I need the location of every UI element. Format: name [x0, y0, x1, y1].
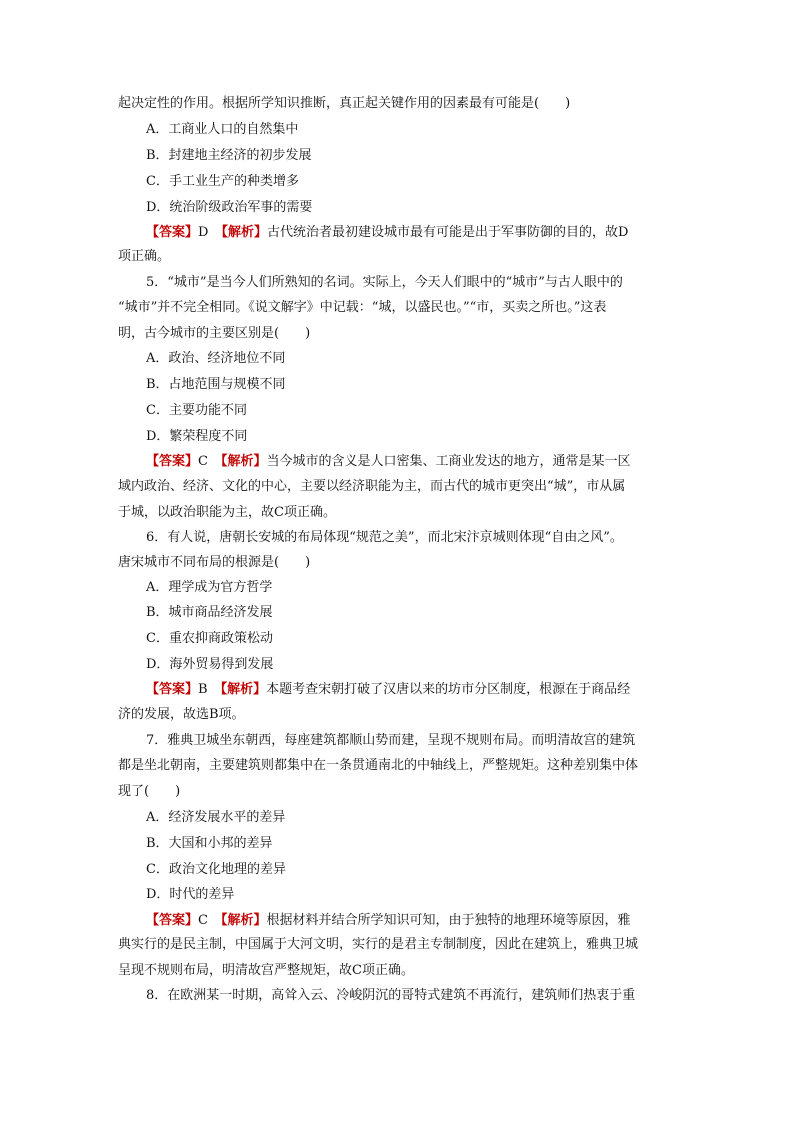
q5-analysis-2: 域内政治、经济、文化的中心，主要以经济职能为主，而古代的城市更突出“城”，市从属: [118, 479, 626, 494]
analysis-label: 【解析】: [220, 454, 267, 469]
q7-analysis-3: 呈现不规则布局，明清故宫严整规矩，故C项正确。: [118, 963, 414, 978]
q7-option-d: D．时代的差异: [146, 887, 235, 902]
q6-stem-2: 唐宋城市不同布局的根源是( ): [118, 555, 311, 570]
q6-answer-line: [146, 680, 706, 700]
q4-analysis-1: 古代统治者最初建设城市最有可能是出于军事防御的目的，故D: [266, 225, 629, 240]
q5-answer-line: [146, 452, 706, 472]
q5-stem-1: 5．“城市”是当今人们所熟知的名词。实际上，今天人们眼中的“城市”与古人眼中的: [146, 275, 623, 290]
q4-option-b: B．封建地主经济的初步发展: [146, 148, 312, 163]
q5-option-d: D．繁荣程度不同: [146, 429, 248, 444]
q7-analysis-1: 根据材料并结合所学知识可知，由于独特的地理环境等原因，雅: [266, 913, 631, 928]
q6-analysis-2: 济的发展，故选B项。: [118, 707, 245, 722]
q4-option-a: A．工商业人口的自然集中: [146, 122, 299, 137]
q5-option-a: A．政治、经济地位不同: [146, 351, 286, 366]
q7-answer-line: [146, 911, 706, 931]
q6-answer: B: [198, 682, 208, 697]
q6-option-c: C．重农抑商政策松动: [146, 631, 273, 646]
q8-stem-1: 8．在欧洲某一时期，高耸入云、冷峻阴沉的哥特式建筑不再流行，建筑师们热衷于重: [146, 988, 636, 1003]
q4-answer: D: [198, 225, 209, 240]
q5-stem-2: “城市”并不完全相同。《说文解字》中记载：“城，以盛民也。”“市，买卖之所也。”这表: [118, 300, 607, 315]
answer-label: 【答案】: [146, 682, 199, 697]
q4-option-d: D．统治阶级政治军事的需要: [146, 200, 313, 215]
q7-option-b: B．大国和小邦的差异: [146, 836, 273, 851]
q4-stem: 起决定性的作用。根据所学知识推断，真正起关键作用的因素最有可能是( ): [118, 96, 571, 111]
q5-analysis-3: 于城，以政治职能为主，故C项正确。: [118, 505, 336, 520]
analysis-label: 【解析】: [220, 682, 267, 697]
q6-option-b: B．城市商品经济发展: [146, 605, 273, 620]
q7-option-c: C．政治文化地理的差异: [146, 862, 286, 877]
answer-label: 【答案】: [146, 225, 199, 240]
q7-stem-3: 现了( ): [118, 784, 181, 799]
answer-label: 【答案】: [146, 454, 199, 469]
q5-analysis-1: 当今城市的含义是人口密集、工商业发达的地方，通常是某一区: [266, 454, 631, 469]
q7-stem-2: 都是坐北朝南，主要建筑则都集中在一条贯通南北的中轴线上，严整规矩。这种差别集中体: [118, 758, 639, 773]
answer-label: 【答案】: [146, 913, 199, 928]
q5-stem-3: 明，古今城市的主要区别是( ): [118, 326, 311, 341]
q6-stem-1: 6．有人说，唐朝长安城的布局体现“规范之美”，而北宋汴京城则体现“自由之风”。: [146, 530, 623, 545]
q5-option-b: B．占地范围与规模不同: [146, 377, 286, 392]
q6-option-d: D．海外贸易得到发展: [146, 657, 274, 672]
q7-option-a: A．经济发展水平的差异: [146, 810, 286, 825]
q6-analysis-1: 本题考查宋朝打破了汉唐以来的坊市分区制度，根源在于商品经: [266, 682, 631, 697]
q7-analysis-2: 典实行的是民主制，中国属于大河文明，实行的是君主专制制度，因此在建筑上，雅典卫城: [118, 937, 639, 952]
q4-analysis-2: 项正确。: [118, 249, 171, 264]
q6-option-a: A．理学成为官方哲学: [146, 580, 273, 595]
q5-option-c: C．主要功能不同: [146, 403, 247, 418]
analysis-label: 【解析】: [221, 225, 267, 240]
q7-stem-1: 7．雅典卫城坐东朝西，每座建筑都顺山势而建，呈现不规则布局。而明清故宫的建筑: [146, 733, 636, 748]
analysis-label: 【解析】: [220, 913, 267, 928]
q4-answer-line: [146, 223, 706, 243]
q7-answer: C: [198, 913, 208, 928]
q4-option-c: C．手工业生产的种类增多: [146, 174, 299, 189]
q5-answer: C: [198, 454, 208, 469]
